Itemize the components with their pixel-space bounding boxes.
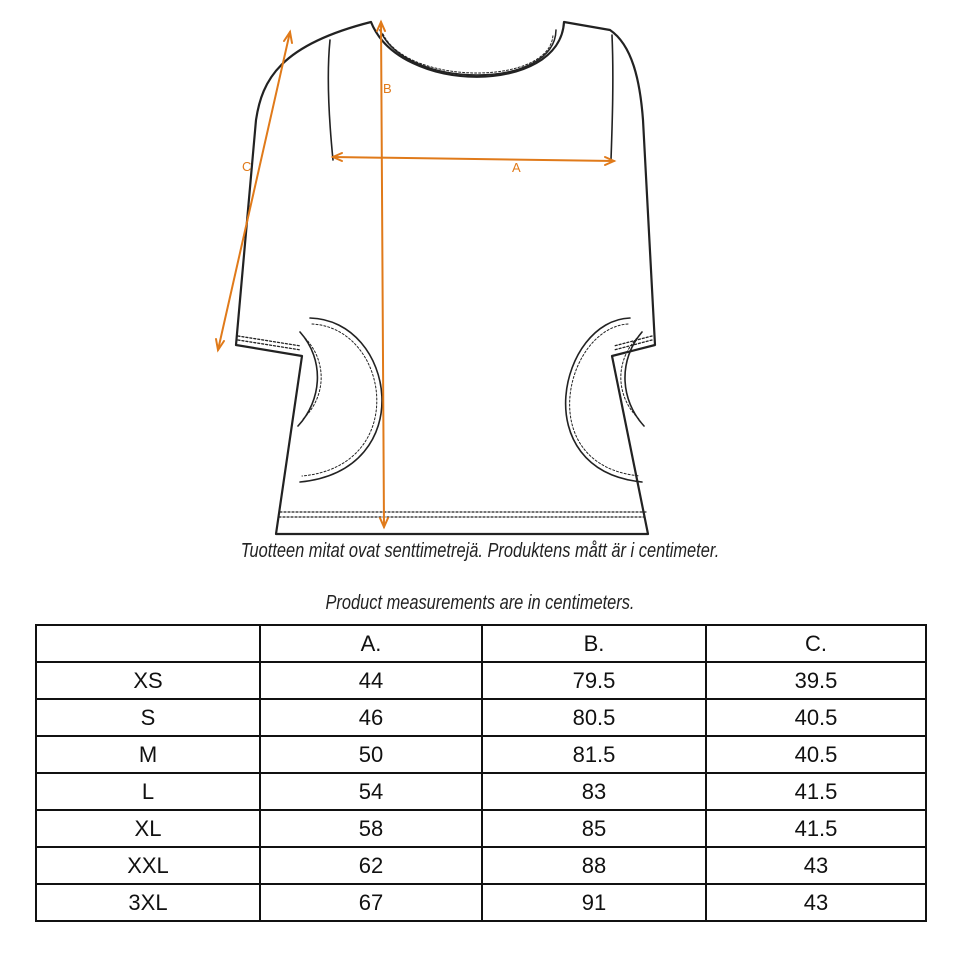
size-cell: S bbox=[36, 699, 260, 736]
table-row bbox=[36, 884, 926, 921]
size-cell: XXL bbox=[36, 847, 260, 884]
measurement-cell: 83 bbox=[482, 773, 706, 810]
measurement-cell: 81.5 bbox=[482, 736, 706, 773]
size-table-body bbox=[36, 625, 926, 921]
table-header-row bbox=[36, 625, 926, 662]
column-header bbox=[36, 625, 260, 662]
table-row bbox=[36, 736, 926, 773]
measurement-cell: 54 bbox=[260, 773, 482, 810]
size-cell: 3XL bbox=[36, 884, 260, 921]
table-row bbox=[36, 773, 926, 810]
dimension-a-line bbox=[333, 157, 614, 161]
left-pocket bbox=[300, 318, 382, 482]
measurement-cell: 40.5 bbox=[706, 699, 926, 736]
measurement-cell: 91 bbox=[482, 884, 706, 921]
column-header: B. bbox=[482, 625, 706, 662]
table-row bbox=[36, 662, 926, 699]
right-armhole bbox=[611, 35, 613, 160]
measurement-cell: 46 bbox=[260, 699, 482, 736]
dimension-b-line bbox=[381, 22, 384, 527]
measurement-cell: 85 bbox=[482, 810, 706, 847]
column-header: A. bbox=[260, 625, 482, 662]
measurement-cell: 43 bbox=[706, 847, 926, 884]
measurement-cell: 79.5 bbox=[482, 662, 706, 699]
left-armhole bbox=[328, 40, 333, 160]
measurement-cell: 50 bbox=[260, 736, 482, 773]
measurement-cell: 62 bbox=[260, 847, 482, 884]
table-row bbox=[36, 699, 926, 736]
neckline bbox=[380, 30, 556, 75]
garment-outline bbox=[236, 22, 655, 534]
size-cell: L bbox=[36, 773, 260, 810]
dimension-c-label: C bbox=[242, 159, 252, 174]
size-cell: XS bbox=[36, 662, 260, 699]
caption-english: Product measurements are in centimeters. bbox=[325, 592, 635, 614]
table-row bbox=[36, 847, 926, 884]
dimension-b-label: B bbox=[383, 81, 392, 96]
size-cell: M bbox=[36, 736, 260, 773]
measurement-cell: 41.5 bbox=[706, 810, 926, 847]
caption-finnish-swedish: Tuotteen mitat ovat senttimetrejä. Produktens mått är i centimeter. bbox=[240, 540, 720, 562]
measurement-cell: 88 bbox=[482, 847, 706, 884]
dimension-c-line bbox=[218, 32, 290, 350]
measurement-cell: 39.5 bbox=[706, 662, 926, 699]
size-chart-table bbox=[35, 624, 927, 922]
measurement-cell: 80.5 bbox=[482, 699, 706, 736]
measurement-cell: 40.5 bbox=[706, 736, 926, 773]
measurement-cell: 43 bbox=[706, 884, 926, 921]
measurement-cell: 58 bbox=[260, 810, 482, 847]
right-pocket bbox=[566, 318, 642, 482]
size-cell: XL bbox=[36, 810, 260, 847]
left-pocket-opening bbox=[298, 332, 317, 426]
measurement-cell: 41.5 bbox=[706, 773, 926, 810]
measurement-cell: 67 bbox=[260, 884, 482, 921]
measurement-cell: 44 bbox=[260, 662, 482, 699]
column-header: C. bbox=[706, 625, 926, 662]
dimension-a-label: A bbox=[512, 160, 521, 175]
table-row bbox=[36, 810, 926, 847]
